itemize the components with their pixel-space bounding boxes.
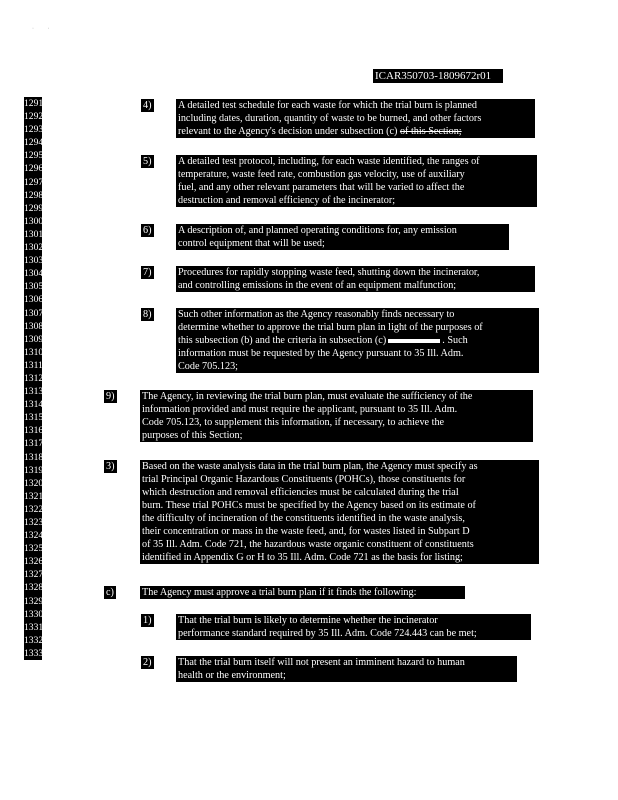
line-number: 1333: [24, 647, 44, 659]
item-5-text: [176, 155, 537, 207]
text-line: control equipment that will be used;: [178, 238, 325, 249]
line-number: 1331: [24, 621, 44, 633]
text-line: which destruction and removal efficiencies must be calculated during the trial: [142, 487, 459, 498]
para-c-text: [140, 586, 465, 599]
line-number: 1298: [24, 189, 44, 201]
text-line: Based on the waste analysis data in the trial burn plan, the Agency must specify as: [142, 461, 478, 472]
text-line: The Agency, in reviewing the trial burn plan, must evaluate the sufficiency of the: [142, 391, 473, 402]
item-5-label: 5): [143, 156, 152, 167]
text-line: performance standard required by 35 Ill. Adm. Code 724.443 can be met;: [178, 628, 477, 639]
item-7-label: 7): [143, 267, 152, 278]
para-9-text: [140, 390, 533, 442]
text-line: The Agency must approve a trial burn plan if it finds the following:: [142, 587, 417, 598]
line-number: 1295: [24, 150, 44, 162]
line-number: 1318: [24, 451, 44, 463]
line-number: 1309: [24, 333, 44, 345]
item-6-text: [176, 224, 509, 250]
line-number: 1320: [24, 477, 44, 489]
text-line: and controlling emissions in the event of an equipment malfunction;: [178, 280, 457, 291]
line-number-gutter: [24, 97, 42, 660]
para-c-label: c): [106, 587, 114, 598]
line-number: 1324: [24, 530, 44, 542]
line-number: 1327: [24, 569, 44, 581]
text-line: determine whether to approve the trial burn plan in light of the purposes of: [178, 322, 483, 333]
text-line: A detailed test protocol, including, for each waste identified, the ranges of: [178, 156, 480, 167]
line-number: 1322: [24, 503, 44, 515]
line-number: 1305: [24, 281, 44, 293]
line-number: 1291: [24, 98, 44, 109]
text-line: information provided and must require the applicant, pursuant to 35 Ill. Adm.: [142, 404, 458, 415]
document-id: ICAR350703-1809672r01: [373, 69, 503, 83]
line-number: 1301: [24, 228, 44, 240]
line-number: 1308: [24, 320, 44, 332]
text-line: That the trial burn is likely to determine whether the incinerator: [178, 615, 438, 626]
text-line: relevant to the Agency's decision under subsection (c): [178, 126, 398, 137]
para-9-label: 9): [106, 391, 115, 402]
line-number: 1297: [24, 176, 44, 188]
text-line: . Such: [442, 335, 468, 346]
item-4-label: 4): [143, 100, 152, 111]
line-number: 1313: [24, 386, 44, 398]
text-line: identified in Appendix G or H to 35 Ill. Adm. Code 721 as the basis for listing;: [142, 552, 463, 563]
text-line: burn. These trial POHCs must be specified by the Agency based on its estimate of: [142, 500, 476, 511]
text-line: Code 705.123, to supplement this information, if necessary, to achieve the: [142, 417, 445, 428]
text-line: Code 705.123;: [178, 361, 238, 372]
text-line: this subsection (b) and the criteria in subsection (c): [178, 335, 387, 346]
item-c2-label: 2): [143, 657, 152, 668]
line-number: 1325: [24, 543, 44, 555]
line-number: 1315: [24, 412, 44, 424]
item-6-label: 6): [143, 225, 152, 236]
line-number: 1293: [24, 124, 44, 136]
text-line: A detailed test schedule for each waste for which the trial burn is planned: [178, 100, 478, 111]
line-number: 1292: [24, 111, 44, 123]
text-line: Such other information as the Agency reasonably finds necessary to: [178, 309, 455, 320]
text-line: information must be requested by the Agency pursuant to 35 Ill. Adm.: [178, 348, 464, 359]
scan-specks: · ·: [32, 26, 50, 32]
line-number: 1332: [24, 634, 44, 646]
line-number: 1304: [24, 268, 44, 280]
line-number: 1311: [24, 359, 43, 371]
line-number: 1330: [24, 608, 44, 620]
text-line: health or the environment;: [178, 670, 286, 681]
text-line: temperature, waste feed rate, combustion gas velocity, use of auxiliary: [178, 169, 465, 180]
line-number: 1316: [24, 425, 44, 437]
redaction-mark: [388, 339, 440, 343]
line-number: 1310: [24, 346, 44, 358]
line-number: 1294: [24, 137, 44, 149]
item-8-text: [176, 308, 539, 373]
line-number: 1319: [24, 464, 44, 476]
line-number: 1329: [24, 595, 44, 607]
line-number: 1317: [24, 438, 44, 450]
text-line: That the trial burn itself will not present an imminent hazard to human: [178, 657, 465, 668]
text-line: fuel, and any other relevant parameters that will be varied to affect the: [178, 182, 465, 193]
text-line: destruction and removal efficiency of the incinerator;: [178, 195, 396, 206]
item-c2-text: [176, 656, 517, 682]
text-line: Procedures for rapidly stopping waste feed, shutting down the incinerator,: [178, 267, 480, 278]
text-line: including dates, duration, quantity of waste to be burned, and other factors: [178, 113, 482, 124]
text-line: purposes of this Section;: [142, 430, 243, 441]
line-number: 1303: [24, 255, 44, 267]
struck-text: of this Section;: [399, 126, 462, 137]
text-line: of 35 Ill. Adm. Code 721, the hazardous waste organic constituent of constituents: [142, 539, 474, 550]
line-number: 1296: [24, 163, 44, 175]
item-c1-label: 1): [143, 615, 152, 626]
text-line: their concentration or mass in the waste feed, and, for wastes listed in Subpart D: [142, 526, 470, 537]
line-number: 1321: [24, 490, 44, 502]
item-4-text: [176, 99, 535, 138]
item-c1-text: [176, 614, 531, 640]
line-number: 1299: [24, 202, 44, 214]
text-line: trial Principal Organic Hazardous Constituents (POHCs), those constituents for: [142, 474, 466, 485]
line-number: 1307: [24, 307, 44, 319]
item-7-text: [176, 266, 535, 292]
line-number: 1312: [24, 372, 44, 384]
para-3-text: [140, 460, 539, 564]
line-number: 1323: [24, 517, 44, 528]
line-number: 1328: [24, 582, 44, 594]
text-line: A description of, and planned operating conditions for, any emission: [178, 225, 457, 236]
line-number: 1326: [24, 556, 44, 568]
line-number: 1300: [24, 215, 44, 227]
text-line: the difficulty of incineration of the constituents identified in the waste analysis,: [142, 513, 465, 524]
line-number: 1306: [24, 294, 44, 306]
line-number: 1314: [24, 399, 44, 411]
item-8-label: 8): [143, 309, 152, 320]
para-3-label: 3): [106, 461, 115, 472]
line-number: 1302: [24, 242, 44, 254]
